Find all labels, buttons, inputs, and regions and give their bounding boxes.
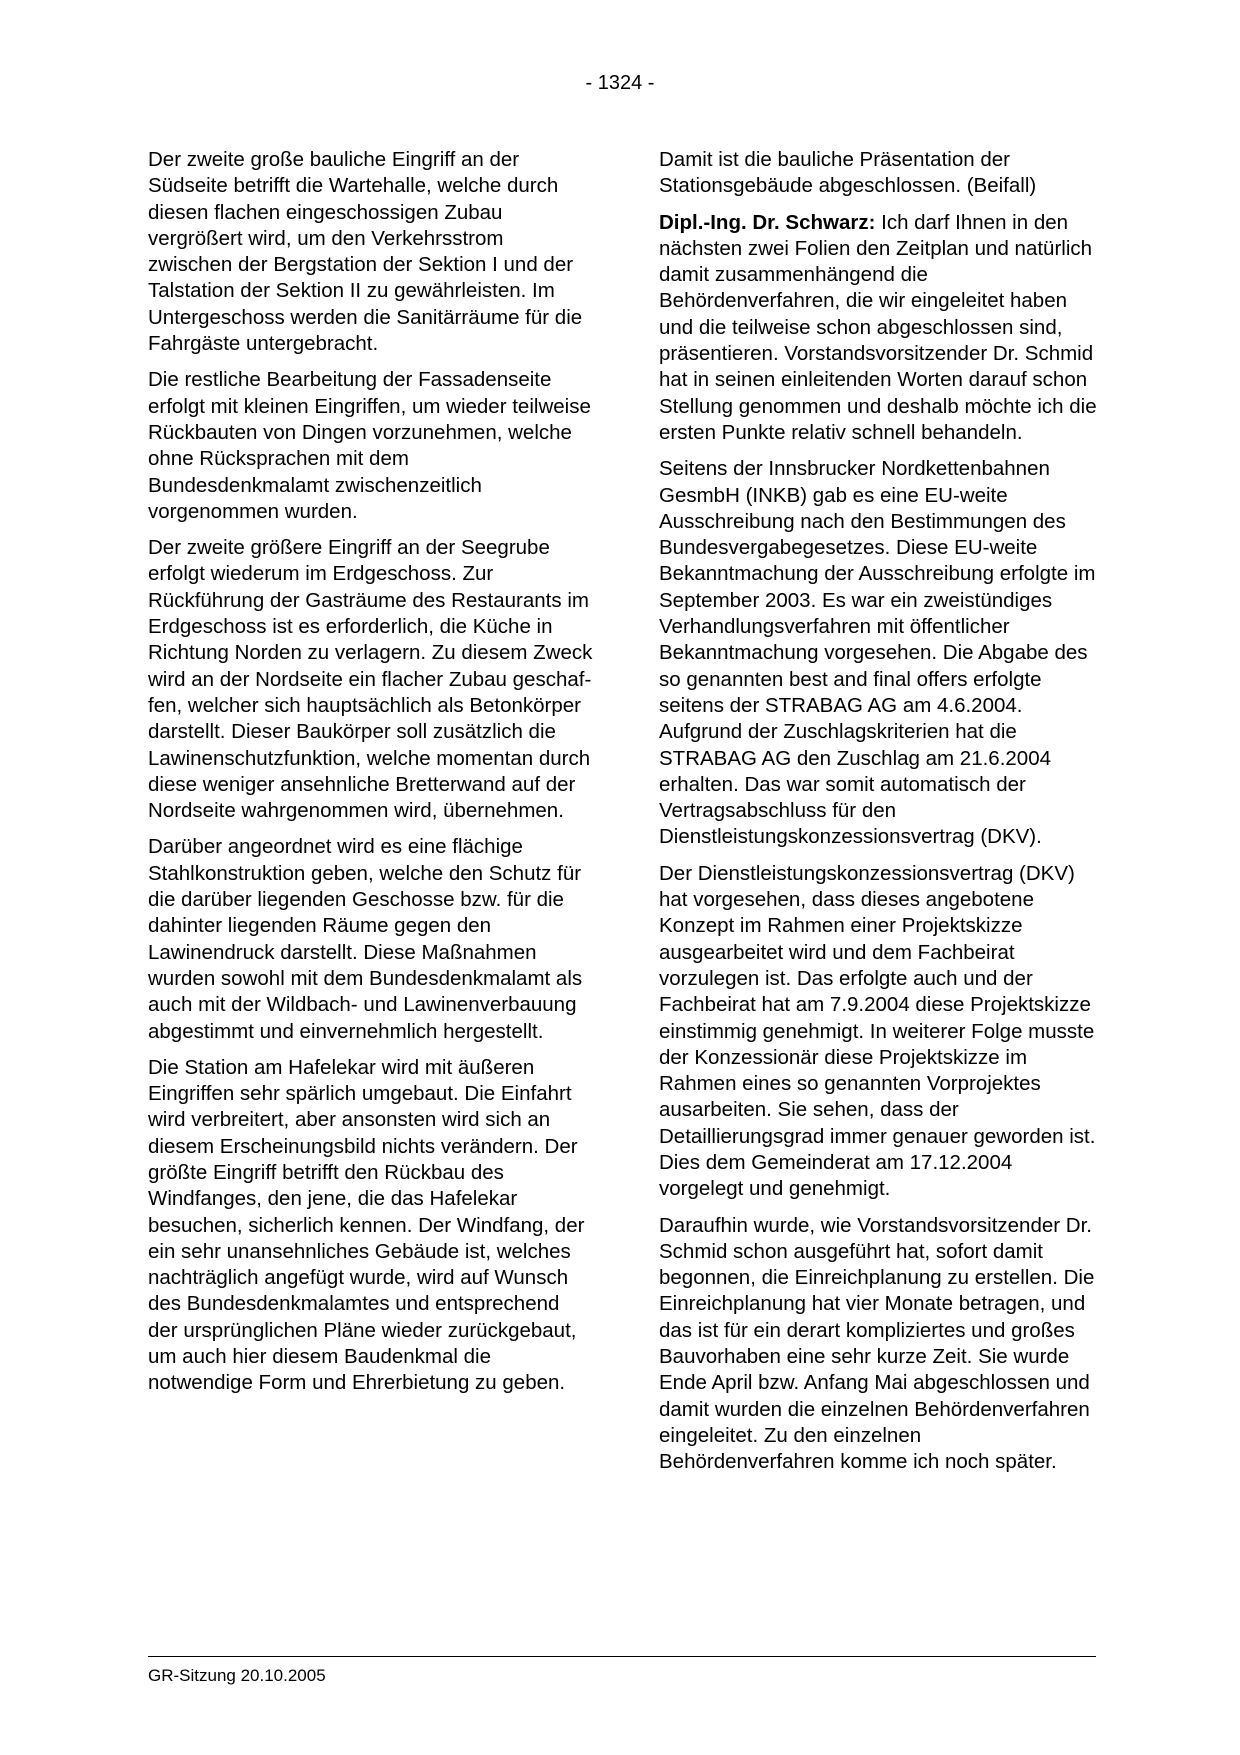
paragraph: Der Dienstleistungskonzessionsvertrag (DKV) hat vorgesehen, dass dieses angebotene Konzept im Rahmen einer Projektskizze ausgearbeitet wird und dem Fachbeirat vorzulegen ist. Das erfolgte auch und der Fachbeirat hat am 7.9.2004 diese Projektskizze einstimmig genehmigt. In weiterer Folge musste der Konzessionär diese Projektskizze im Rahmen eines so genannten Vorprojektes ausarbeiten. Sie sehen, dass der Detaillierungsgrad immer genauer geworden ist. Dies dem Gemeinderat am 17.12.2004 vorgelegt und genehmigt. (659, 861, 1096, 1201)
left-column (148, 147, 593, 1407)
paragraph: Der zweite große bauliche Eingriff an der Südseite betrifft die Wartehalle, welche durch diesen flachen eingeschossigen Zubau vergrößert wird, um den Verkehrsstrom zwischen der Bergstation der Sektion I und der Talstation der Sektion II zu gewährleisten. Im Untergeschoss werden die Sanitärräume für die Fahrgäste untergebracht. (148, 148, 583, 356)
footer-session-date: GR-Sitzung 20.10.2005 (148, 1666, 326, 1685)
page-number: - 1324 - (585, 72, 655, 94)
paragraph: Die Station am Hafelekar wird mit äußeren Eingriffen sehr spärlich umgebaut. Die Einfahrt wird verbreitert, aber ansonsten wird sich an diesem Erscheinungsbild nichts verändern. Der größte Eingriff betrifft den Rückbau des Windfanges, den jene, die das Hafelekar besuchen, sicherlich kennen. Der Windfang, der ein sehr unansehnliches Gebäude ist, welches nachträglich angefügt wurde, wird auf Wunsch des Bundesdenkmalamtes und entsprechend der ursprünglichen Pläne wieder zurückgebaut, um auch hier diesem Baudenkmal die notwendige Form und Ehrerbietung zu geben. (148, 1055, 585, 1395)
paragraph: Damit ist die bauliche Präsentation der Stationsgebäude abgeschlossen. (Beifall) (659, 148, 1037, 198)
speaker-statement: Ich darf Ihnen in den nächsten zwei Folien den Zeitplan und natürlich damit zusammenhängend die Behördenverfahren, die wir eingeleitet haben und die teilweise schon abgeschlossen sind, präsentieren. Vorstandsvorsitzender Dr. Schmid hat in seinen einleitenden Worten darauf schon Stellung genommen und deshalb möchte ich die ersten Punkte relativ schnell behandeln. (659, 210, 1097, 444)
paragraph: Darüber angeordnet wird es eine flächige Stahlkonstruktion geben, welche den Schutz für die darüber liegenden Geschosse bzw. für die dahinter liegenden Räume gegen den Lawinendruck darstellt. Diese Maßnahmen wurden sowohl mit dem Bundesdenkmalamt als auch mit der Wildbach- und Lawinenverbauung abgestimmt und einvernehmlich hergestellt. (148, 835, 583, 1043)
footer-divider (148, 1656, 1096, 1657)
paragraph: Daraufhin wurde, wie Vorstandsvorsitzender Dr. Schmid schon ausgeführt hat, sofort damit begonnen, die Einreichplanung zu erstellen. Die Einreichplanung hat vier Monate betragen, und das ist für ein derart kompliziertes und großes Bauvorhaben eine sehr kurze Zeit. Sie wurde Ende April bzw. Anfang Mai abgeschlossen und damit wurden die einzelnen Behördenverfahren eingeleitet. Zu den einzelnen Behördenverfahren komme ich noch später. (659, 1213, 1095, 1474)
right-column (659, 147, 1099, 1486)
speaker-paragraph (659, 210, 1099, 447)
paragraph: Der zweite größere Eingriff an der Seegrube erfolgt wiederum im Erdgeschoss. Zur Rückführung der Gasträume des Restaurants im Erdgeschoss ist es erforderlich, die Küche in Richtung Norden zu verlagern. Zu diesem Zweck wird an der Nordseite ein flacher Zubau geschaffen, welcher sich hauptsächlich als Betonkörper darstellt. Dieser Baukörper soll zusätzlich die Lawinenschutzfunktion, welche momentan durch diese weniger ansehnliche Bretterwand auf der Nordseite wahrgenommen wird, übernehmen. (148, 536, 593, 823)
paragraph: Seitens der Innsbrucker Nordkettenbahnen GesmbH (INKB) gab es eine EU-weite Ausschreibung nach den Bestimmungen des Bundesvergabegesetzes. Diese EU-weite Bekanntmachung der Ausschreibung erfolgte im September 2003. Es war ein zweistündiges Verhandlungsverfahren mit öffentlicher Bekanntmachung vorgesehen. Die Abgabe des so genannten best and final offers erfolgte seitens der STRABAG AG am 4.6.2004. Aufgrund der Zuschlagskriterien hat die STRABAG AG den Zuschlag am 21.6.2004 erhalten. Das war somit automatisch der Vertragsabschluss für den Dienstleistungskonzessionsvertrag (DKV). (659, 457, 1096, 849)
paragraph: Die restliche Bearbeitung der Fassadenseite erfolgt mit kleinen Eingriffen, um wieder teilweise Rückbauten von Dingen vorzunehmen, welche ohne Rücksprachen mit dem Bundesdenkmalamt zwischenzeitlich vorgenommen wurden. (148, 368, 591, 523)
speaker-name: Dipl.-Ing. Dr. Schwarz: (659, 210, 876, 234)
